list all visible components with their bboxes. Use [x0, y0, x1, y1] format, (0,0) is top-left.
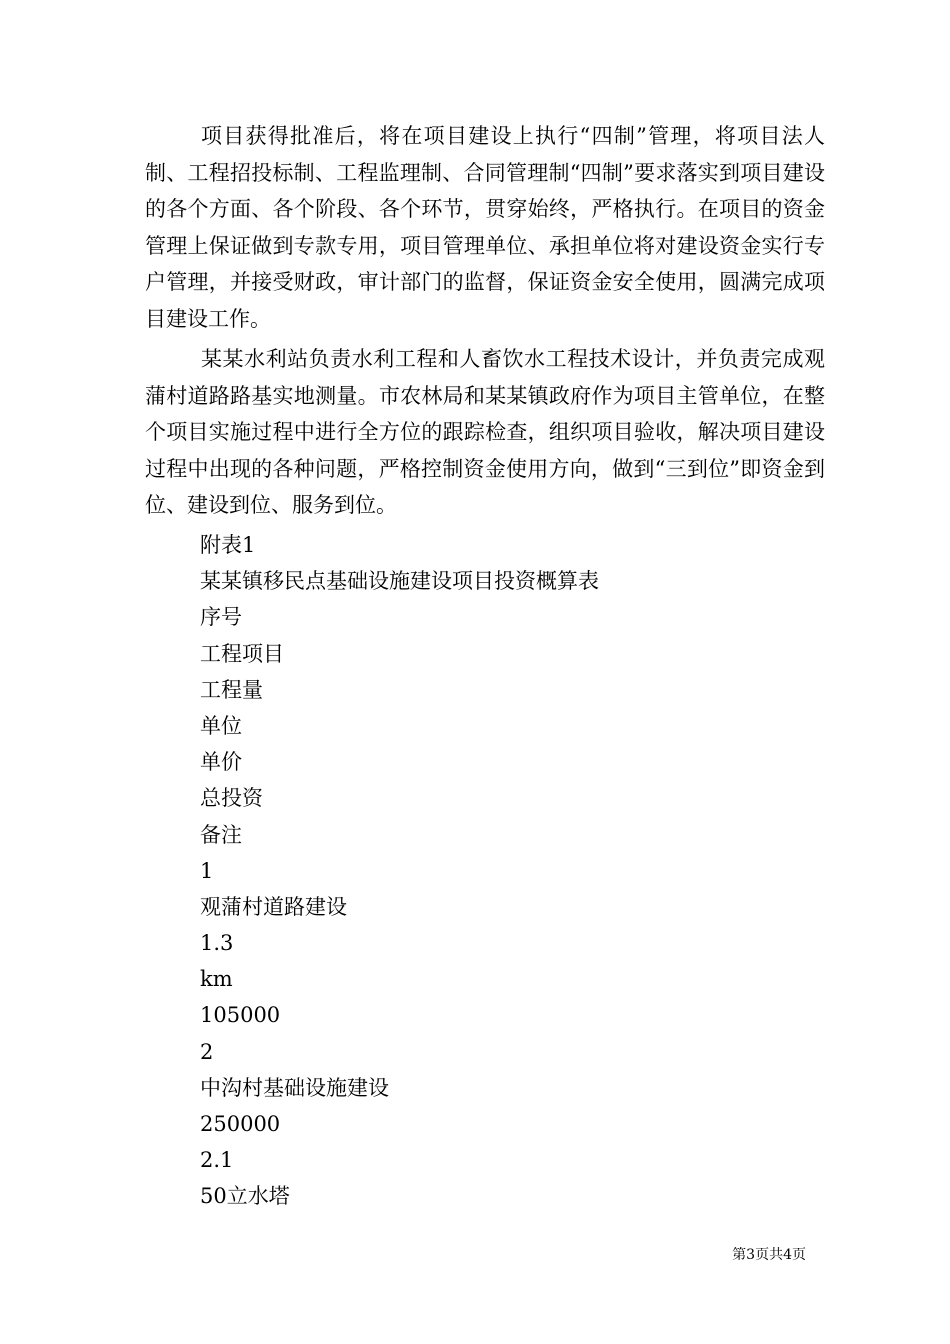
appendix-table-lines	[200, 527, 599, 1215]
table-cell: 2.1	[200, 1148, 234, 1173]
table-cell: 50立水塔	[200, 1184, 290, 1209]
table-header-cell: 工程量	[200, 677, 263, 702]
table-cell: 中沟村基础设施建设	[200, 1075, 389, 1100]
paragraph-management: 项目获得批准后，将在项目建设上执行“四制”管理，将项目法人制、工程招投标制、工程监理制、合同管理制“四制”要求落实到项目建设的各个方面、各个阶段、各个环节，贯穿始终，严格执行。在项目的资金管理上保证做到专款专用，项目管理单位、承担单位将对建设资金实行专户管理，并接受财政，审计部门的监督，保证资金安全使用，圆满完成项目建设工作。	[145, 124, 825, 331]
table-header-cell: 单位	[200, 713, 242, 738]
table-header-cell: 序号	[200, 605, 242, 630]
table-cell: 2	[200, 1039, 214, 1064]
table-header-cell: 工程项目	[200, 641, 284, 666]
table-cell: 105000	[200, 1003, 281, 1028]
table-cell: 观蒲村道路建设	[200, 894, 347, 919]
table-cell: km	[200, 967, 233, 992]
table-cell: 250000	[200, 1112, 281, 1136]
appendix-title: 某某镇移民点基础设施建设项目投资概算表	[200, 569, 599, 594]
paragraph-responsibility: 某某水利站负责水利工程和人畜饮水工程技术设计，并负责完成观蒲村道路路基实地测量。市农林局和某某镇政府作为项目主管单位，在整个项目实施过程中进行全方位的跟踪检查，组织项目验收，解决项目建设过程中出现的各种问题，严格控制资金使用方向，做到“三到位”即资金到位、建设到位、服务到位。	[145, 347, 825, 517]
table-header-cell: 单价	[200, 750, 242, 775]
table-header-cell: 总投资	[200, 786, 263, 811]
page-number-footer: 第3页共4页	[732, 1247, 806, 1263]
appendix-label: 附表1	[200, 533, 256, 557]
table-header-cell: 备注	[200, 822, 242, 847]
table-cell: 1	[200, 858, 214, 883]
table-cell: 1.3	[200, 931, 234, 956]
